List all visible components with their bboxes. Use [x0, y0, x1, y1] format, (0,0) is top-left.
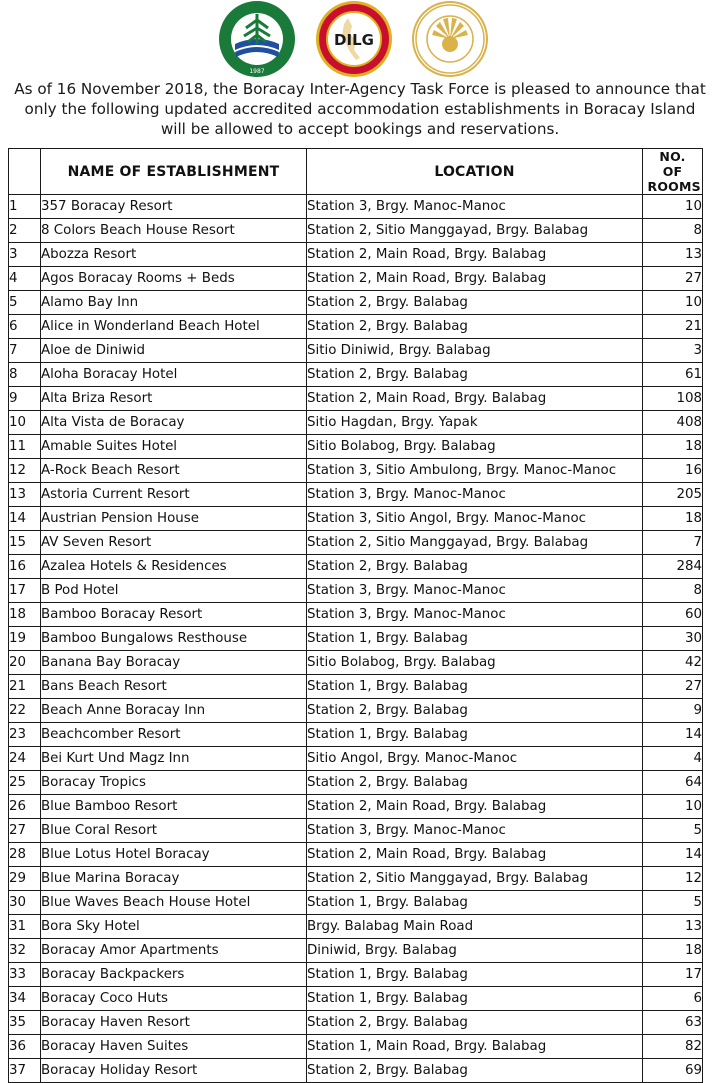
establishment-location: Station 3, Brgy. Manoc-Manoc [307, 483, 643, 507]
table-row [9, 963, 703, 987]
establishment-name: Astoria Current Resort [41, 483, 307, 507]
row-number: 5 [9, 291, 41, 315]
establishment-location: Station 2, Brgy. Balabag [307, 771, 643, 795]
table-row [9, 795, 703, 819]
table-row [9, 699, 703, 723]
establishment-location: Station 2, Sitio Manggayad, Brgy. Balabag [307, 219, 643, 243]
row-number: 21 [9, 675, 41, 699]
establishment-name: Austrian Pension House [41, 507, 307, 531]
row-number: 11 [9, 435, 41, 459]
room-count: 5 [643, 819, 703, 843]
room-count: 69 [643, 1059, 703, 1083]
establishment-name: B Pod Hotel [41, 579, 307, 603]
room-count: 10 [643, 795, 703, 819]
establishment-name: Boracay Haven Suites [41, 1035, 307, 1059]
establishment-location: Sitio Bolabog, Brgy. Balabag [307, 651, 643, 675]
room-count: 64 [643, 771, 703, 795]
row-number: 31 [9, 915, 41, 939]
table-row [9, 651, 703, 675]
row-number: 25 [9, 771, 41, 795]
table-row [9, 243, 703, 267]
establishment-location: Sitio Angol, Brgy. Manoc-Manoc [307, 747, 643, 771]
row-number: 28 [9, 843, 41, 867]
room-count: 6 [643, 987, 703, 1011]
establishment-name: Boracay Holiday Resort [41, 1059, 307, 1083]
room-count: 7 [643, 531, 703, 555]
establishment-name: Agos Boracay Rooms + Beds [41, 267, 307, 291]
establishment-name: Bamboo Bungalows Resthouse [41, 627, 307, 651]
establishment-location: Station 1, Brgy. Balabag [307, 987, 643, 1011]
table-row [9, 219, 703, 243]
table-row [9, 363, 703, 387]
agency-logos [0, 0, 720, 78]
establishment-location: Diniwid, Brgy. Balabag [307, 939, 643, 963]
establishment-name: Alamo Bay Inn [41, 291, 307, 315]
table-row [9, 507, 703, 531]
row-number: 36 [9, 1035, 41, 1059]
establishment-location: Station 2, Brgy. Balabag [307, 363, 643, 387]
row-number: 29 [9, 867, 41, 891]
svg-text:DILG: DILG [334, 31, 374, 49]
establishment-name: Boracay Backpackers [41, 963, 307, 987]
table-row [9, 915, 703, 939]
establishment-location: Station 1, Main Road, Brgy. Balabag [307, 1035, 643, 1059]
table-row [9, 1011, 703, 1035]
column-header-location: LOCATION [307, 149, 643, 195]
room-count: 205 [643, 483, 703, 507]
establishment-name: Beach Anne Boracay Inn [41, 699, 307, 723]
establishment-name: Blue Coral Resort [41, 819, 307, 843]
establishment-location: Station 2, Brgy. Balabag [307, 1059, 643, 1083]
room-count: 13 [643, 915, 703, 939]
establishment-location: Station 2, Brgy. Balabag [307, 315, 643, 339]
establishment-location: Sitio Diniwid, Brgy. Balabag [307, 339, 643, 363]
table-row [9, 747, 703, 771]
row-number: 17 [9, 579, 41, 603]
table-row [9, 435, 703, 459]
establishment-name: Bans Beach Resort [41, 675, 307, 699]
establishment-location: Station 2, Brgy. Balabag [307, 699, 643, 723]
establishment-name: Boracay Amor Apartments [41, 939, 307, 963]
column-header-number [9, 149, 41, 195]
row-number: 13 [9, 483, 41, 507]
establishment-location: Station 2, Brgy. Balabag [307, 1011, 643, 1035]
room-count: 18 [643, 507, 703, 531]
establishment-location: Station 1, Brgy. Balabag [307, 891, 643, 915]
row-number: 20 [9, 651, 41, 675]
establishment-location: Station 2, Sitio Manggayad, Brgy. Balabag [307, 867, 643, 891]
establishment-name: Aloha Boracay Hotel [41, 363, 307, 387]
table-row [9, 531, 703, 555]
establishment-location: Station 3, Sitio Angol, Brgy. Manoc-Manoc [307, 507, 643, 531]
establishment-location: Station 2, Brgy. Balabag [307, 291, 643, 315]
room-count: 12 [643, 867, 703, 891]
row-number: 35 [9, 1011, 41, 1035]
room-count: 5 [643, 891, 703, 915]
room-count: 8 [643, 219, 703, 243]
establishment-location: Station 3, Sitio Ambulong, Brgy. Manoc-Manoc [307, 459, 643, 483]
table-row [9, 771, 703, 795]
table-row [9, 459, 703, 483]
room-count: 10 [643, 195, 703, 219]
establishment-location: Station 1, Brgy. Balabag [307, 627, 643, 651]
establishment-name: Blue Marina Boracay [41, 867, 307, 891]
establishment-name: Banana Bay Boracay [41, 651, 307, 675]
room-count: 16 [643, 459, 703, 483]
row-number: 27 [9, 819, 41, 843]
svg-text:1987: 1987 [249, 68, 265, 75]
establishment-name: AV Seven Resort [41, 531, 307, 555]
denr-seal-icon [216, 0, 298, 78]
room-count: 18 [643, 939, 703, 963]
table-row [9, 315, 703, 339]
row-number: 23 [9, 723, 41, 747]
room-count: 14 [643, 843, 703, 867]
table-row [9, 939, 703, 963]
room-count: 284 [643, 555, 703, 579]
row-number: 15 [9, 531, 41, 555]
establishment-name: Bei Kurt Und Magz Inn [41, 747, 307, 771]
column-header-rooms: NO. OF ROOMS [643, 149, 703, 195]
row-number: 10 [9, 411, 41, 435]
row-number: 7 [9, 339, 41, 363]
room-count: 42 [643, 651, 703, 675]
room-count: 18 [643, 435, 703, 459]
establishment-name: Blue Lotus Hotel Boracay [41, 843, 307, 867]
establishment-name: Boracay Coco Huts [41, 987, 307, 1011]
table-row [9, 723, 703, 747]
announcement-line: will be allowed to accept bookings and reservations. [160, 120, 560, 138]
establishment-location: Station 2, Brgy. Balabag [307, 555, 643, 579]
room-count: 3 [643, 339, 703, 363]
table-row [9, 339, 703, 363]
row-number: 34 [9, 987, 41, 1011]
room-count: 9 [643, 699, 703, 723]
row-number: 26 [9, 795, 41, 819]
table-row [9, 555, 703, 579]
establishment-location: Station 2, Main Road, Brgy. Balabag [307, 843, 643, 867]
room-count: 60 [643, 603, 703, 627]
announcement-line: As of 16 November 2018, the Boracay Inter-Agency Task Force is pleased to announce that [14, 80, 706, 98]
establishment-name: Alta Vista de Boracay [41, 411, 307, 435]
row-number: 2 [9, 219, 41, 243]
establishment-name: Abozza Resort [41, 243, 307, 267]
establishment-name: Bamboo Boracay Resort [41, 603, 307, 627]
table-row [9, 843, 703, 867]
establishment-location: Station 3, Brgy. Manoc-Manoc [307, 195, 643, 219]
room-count: 108 [643, 387, 703, 411]
table-body [9, 195, 703, 1083]
table-row [9, 291, 703, 315]
column-header-name: NAME OF ESTABLISHMENT [41, 149, 307, 195]
establishment-name: 8 Colors Beach House Resort [41, 219, 307, 243]
establishment-location: Station 2, Sitio Manggayad, Brgy. Balabag [307, 531, 643, 555]
establishment-name: Blue Bamboo Resort [41, 795, 307, 819]
row-number: 19 [9, 627, 41, 651]
room-count: 63 [643, 1011, 703, 1035]
table-row [9, 579, 703, 603]
establishment-location: Station 3, Brgy. Manoc-Manoc [307, 579, 643, 603]
row-number: 32 [9, 939, 41, 963]
dot-seal-icon [410, 0, 490, 78]
establishment-location: Station 2, Main Road, Brgy. Balabag [307, 387, 643, 411]
table-row [9, 867, 703, 891]
table-row [9, 987, 703, 1011]
row-number: 3 [9, 243, 41, 267]
table-row [9, 675, 703, 699]
table-row [9, 627, 703, 651]
accredited-establishments-table [8, 148, 703, 1083]
table-row [9, 891, 703, 915]
establishment-location: Station 2, Main Road, Brgy. Balabag [307, 795, 643, 819]
establishment-name: A-Rock Beach Resort [41, 459, 307, 483]
room-count: 4 [643, 747, 703, 771]
establishment-location: Brgy. Balabag Main Road [307, 915, 643, 939]
row-number: 30 [9, 891, 41, 915]
establishment-name: Boracay Tropics [41, 771, 307, 795]
establishment-location: Station 1, Brgy. Balabag [307, 675, 643, 699]
room-count: 408 [643, 411, 703, 435]
row-number: 8 [9, 363, 41, 387]
establishment-name: Azalea Hotels & Residences [41, 555, 307, 579]
establishment-location: Station 3, Brgy. Manoc-Manoc [307, 819, 643, 843]
table-row [9, 267, 703, 291]
room-count: 13 [643, 243, 703, 267]
row-number: 12 [9, 459, 41, 483]
establishment-name: Beachcomber Resort [41, 723, 307, 747]
table-row [9, 387, 703, 411]
establishment-location: Station 1, Brgy. Balabag [307, 963, 643, 987]
row-number: 4 [9, 267, 41, 291]
establishment-name: Blue Waves Beach House Hotel [41, 891, 307, 915]
announcement-line: only the following updated accredited accommodation establishments in Boracay Island [24, 100, 696, 118]
room-count: 17 [643, 963, 703, 987]
table-row [9, 1035, 703, 1059]
table-header-row [9, 149, 703, 195]
establishment-location: Sitio Hagdan, Brgy. Yapak [307, 411, 643, 435]
room-count: 21 [643, 315, 703, 339]
establishment-location: Station 2, Main Road, Brgy. Balabag [307, 243, 643, 267]
room-count: 82 [643, 1035, 703, 1059]
establishment-location: Station 1, Brgy. Balabag [307, 723, 643, 747]
row-number: 37 [9, 1059, 41, 1083]
row-number: 9 [9, 387, 41, 411]
table-row [9, 603, 703, 627]
establishment-name: Alta Briza Resort [41, 387, 307, 411]
row-number: 1 [9, 195, 41, 219]
row-number: 33 [9, 963, 41, 987]
establishment-name: Amable Suites Hotel [41, 435, 307, 459]
row-number: 22 [9, 699, 41, 723]
room-count: 27 [643, 267, 703, 291]
establishment-name: Bora Sky Hotel [41, 915, 307, 939]
row-number: 24 [9, 747, 41, 771]
row-number: 16 [9, 555, 41, 579]
row-number: 6 [9, 315, 41, 339]
room-count: 8 [643, 579, 703, 603]
room-count: 27 [643, 675, 703, 699]
establishment-name: 357 Boracay Resort [41, 195, 307, 219]
row-number: 14 [9, 507, 41, 531]
table-row [9, 483, 703, 507]
establishment-location: Station 2, Main Road, Brgy. Balabag [307, 267, 643, 291]
table-row [9, 195, 703, 219]
announcement-text [0, 79, 720, 139]
room-count: 30 [643, 627, 703, 651]
establishment-name: Alice in Wonderland Beach Hotel [41, 315, 307, 339]
room-count: 10 [643, 291, 703, 315]
room-count: 14 [643, 723, 703, 747]
establishment-location: Sitio Bolabog, Brgy. Balabag [307, 435, 643, 459]
establishment-name: Aloe de Diniwid [41, 339, 307, 363]
dilg-seal-icon [314, 0, 394, 78]
establishment-location: Station 3, Brgy. Manoc-Manoc [307, 603, 643, 627]
establishment-name: Boracay Haven Resort [41, 1011, 307, 1035]
table-row [9, 411, 703, 435]
room-count: 61 [643, 363, 703, 387]
table-row [9, 819, 703, 843]
row-number: 18 [9, 603, 41, 627]
